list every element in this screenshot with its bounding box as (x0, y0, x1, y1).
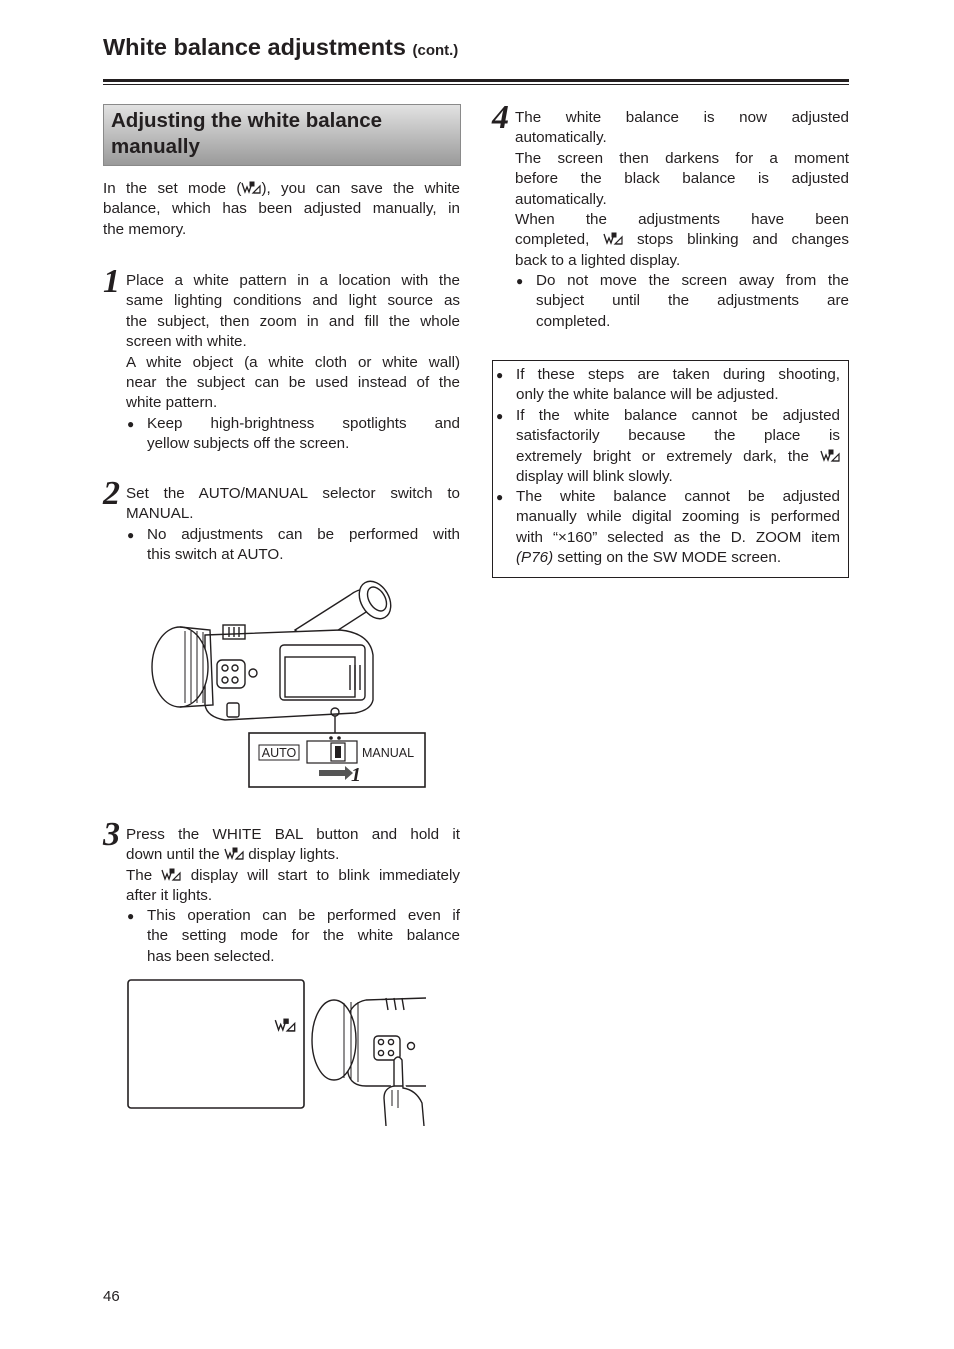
step4-line: automatically. (515, 190, 607, 208)
step4-bullet-line: completed. (536, 312, 611, 330)
bullet-dot: ● (127, 909, 135, 923)
step4-text (515, 108, 849, 271)
step1-bullet-line: Keep high-brightness spotlights and (147, 415, 460, 432)
manual-label: MANUAL (362, 746, 415, 760)
lcd-screen (128, 980, 304, 1108)
bullet-dot: ● (127, 528, 135, 542)
note-line: setting on the SW MODE screen. (553, 549, 782, 567)
intro-text: ), you can save the white (261, 180, 461, 197)
intro-text: In the set mode ( (103, 180, 242, 197)
step1-line: A white object (a white cloth or white wall) (126, 353, 460, 371)
step4-line: When the adjustments have been (515, 211, 849, 229)
white-balance-icon (603, 232, 623, 245)
section-heading (111, 108, 451, 160)
step1-line: near the subject can be used instead of the (126, 374, 460, 392)
step3-line: Press the WHITE BAL button and hold it (126, 826, 460, 843)
step4-bullet-line: Do not move the screen away from the (536, 272, 849, 289)
white-bal-button-illustration (126, 978, 431, 1128)
step2-line: MANUAL. (126, 505, 194, 523)
step-number: 2 (103, 475, 120, 512)
header-rule-thin (103, 84, 849, 85)
note-line: with “×160” selected as the D. ZOOM item (516, 528, 840, 546)
step-number: 4 (492, 99, 509, 136)
white-balance-icon (161, 868, 181, 881)
section-heading-line: manually (111, 135, 200, 158)
step3-bullet-line: has been selected. (147, 947, 275, 965)
bullet-dot: ● (496, 490, 504, 504)
step4-line: The white balance is now adjusted (515, 109, 849, 126)
step2-bullet (127, 525, 460, 566)
step3-line: The (126, 866, 153, 884)
intro-text: the memory. (103, 220, 187, 238)
page-title-text: White balance adjustments (103, 34, 406, 60)
step-number: 1 (103, 263, 120, 300)
note-line: The white balance cannot be adjusted (516, 488, 840, 505)
page-title-cont: (cont.) (412, 42, 459, 59)
note-item (496, 365, 840, 406)
step3-line: display will start to blink immediately (190, 866, 460, 884)
note-line: manually while digital zooming is performed (516, 508, 840, 526)
page-reference: (P76) (516, 549, 554, 567)
step3-bullet-line: This operation can be performed even if (147, 907, 460, 924)
bullet-dot: ● (496, 368, 504, 382)
note-line: display will blink slowly. (516, 468, 673, 486)
step4-line: The screen then darkens for a moment (515, 149, 849, 167)
page-number: 46 (103, 1288, 120, 1305)
bullet-dot: ● (516, 274, 524, 288)
note-line: only the white balance will be adjusted. (516, 386, 779, 404)
step3-text (126, 825, 460, 907)
step2-bullet-line: this switch at AUTO. (147, 546, 284, 564)
step1-line: the subject, then zoom in and fill the whole (126, 312, 460, 330)
note-line: If the white balance cannot be adjusted (516, 407, 840, 424)
step3-line: down until the (126, 846, 220, 864)
white-balance-icon (241, 181, 261, 194)
step3-bullet (127, 906, 460, 967)
step2-text (126, 484, 460, 525)
step4-line: back to a lighted display. (515, 251, 681, 269)
step2-bullet-line: No adjustments can be performed with (147, 526, 460, 543)
step3-bullet-line: the setting mode for the white balance (147, 927, 460, 945)
note-item (496, 487, 840, 569)
step1-bullet (127, 414, 460, 455)
white-balance-icon (820, 449, 840, 462)
bullet-dot: ● (127, 417, 135, 431)
step4-line: completed, (515, 231, 590, 249)
step1-line: Place a white pattern in a location with the (126, 272, 460, 289)
step4-bullet (516, 271, 849, 332)
step1-line: white pattern. (126, 394, 218, 412)
step3-line: display lights. (248, 846, 340, 864)
bullet-dot: ● (496, 409, 504, 423)
white-balance-icon (224, 847, 244, 860)
page-title (103, 34, 458, 61)
intro-paragraph (103, 179, 460, 240)
callout-step-number: 1 (351, 764, 361, 786)
step1-bullet-line: yellow subjects off the screen. (147, 435, 350, 453)
step-number: 3 (103, 816, 120, 853)
note-item (496, 406, 840, 488)
auto-label: AUTO (261, 746, 297, 760)
step1-line: screen with white. (126, 333, 247, 351)
step2-line: Set the AUTO/MANUAL selector switch to (126, 485, 460, 502)
header-rule-thick (103, 79, 849, 82)
step1-line: same lighting conditions and light source as (126, 292, 460, 310)
step1-text (126, 271, 460, 414)
note-line: satisfactorily because the place is (516, 427, 840, 445)
step4-bullet-line: subject until the adjustments are (536, 292, 849, 310)
intro-text: balance, which has been adjusted manually, in (103, 200, 460, 218)
note-line: If these steps are taken during shooting, (516, 366, 840, 383)
section-heading-line: Adjusting the white balance (111, 109, 383, 132)
step4-line: automatically. (515, 129, 607, 147)
camcorder-side-illustration (145, 575, 430, 793)
note-line: extremely bright or extremely dark, the (516, 447, 809, 465)
step4-line: before the black balance is adjusted (515, 170, 849, 188)
step3-line: after it lights. (126, 887, 213, 905)
step4-line: stops blinking and changes (636, 231, 849, 249)
